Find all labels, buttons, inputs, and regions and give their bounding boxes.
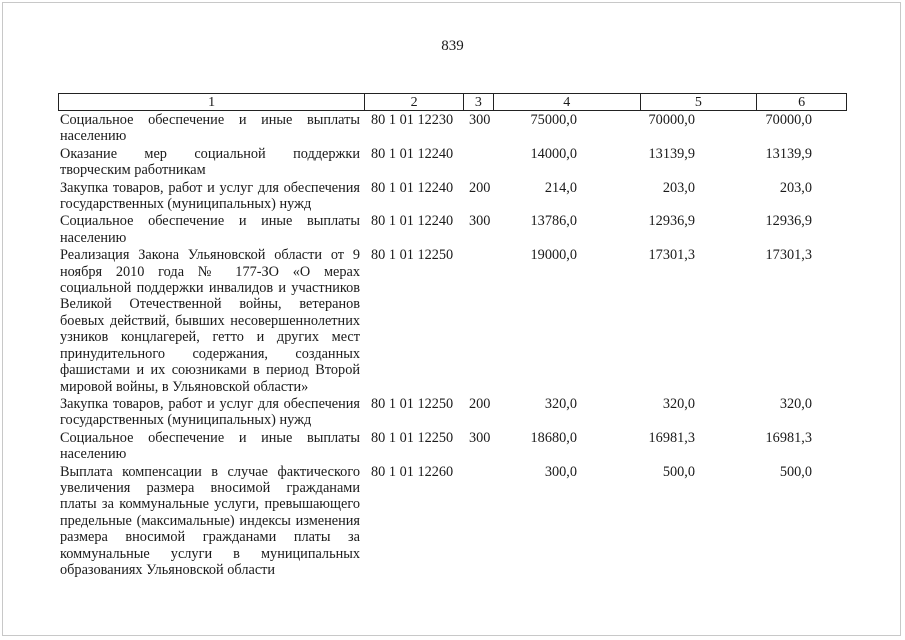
- row-name: Закупка товаров, работ и услуг для обеспечения государственных (муниципальных) нужд: [60, 179, 360, 213]
- header-col-5: 5: [641, 94, 758, 110]
- row-value-6: 16981,3: [765, 429, 812, 446]
- row-code: 80 1 01 12240: [371, 179, 454, 196]
- row-value-4: 14000,0: [530, 145, 577, 162]
- row-value-5: 203,0: [662, 179, 695, 196]
- header-col-3: 3: [464, 94, 494, 110]
- table-row: [60, 430, 850, 463]
- row-code: 80 1 01 12240: [371, 213, 454, 230]
- header-col-2: 2: [365, 94, 464, 110]
- row-name: Социальное обеспечение и иные выплаты населению: [60, 213, 360, 246]
- table-row: [60, 396, 850, 429]
- row-value-4: 300,0: [544, 463, 577, 480]
- row-code: 80 1 01 12250: [371, 429, 454, 446]
- row-type: 300: [469, 112, 491, 128]
- table-row: [60, 464, 850, 579]
- row-value-4: 18680,0: [530, 429, 577, 446]
- table-row: [60, 180, 850, 213]
- row-value-4: 13786,0: [530, 213, 577, 230]
- row-value-5: 12936,9: [648, 213, 695, 230]
- row-value-6: 70000,0: [765, 112, 812, 128]
- row-value-6: 13139,9: [765, 145, 812, 162]
- row-name: Социальное обеспечение и иные выплаты населению: [60, 429, 360, 463]
- header-col-1: 1: [59, 94, 365, 110]
- row-value-5: 70000,0: [648, 112, 695, 128]
- row-name: Закупка товаров, работ и услуг для обеспечения государственных (муниципальных) нужд: [60, 395, 360, 429]
- table-row: [60, 247, 850, 395]
- table-body: [60, 112, 850, 578]
- row-type: 300: [469, 213, 491, 230]
- row-value-5: 320,0: [662, 395, 695, 412]
- row-code: 80 1 01 12240: [371, 145, 454, 162]
- table-header: [58, 93, 847, 111]
- row-value-6: 500,0: [779, 463, 812, 480]
- row-value-6: 320,0: [779, 395, 812, 412]
- row-value-6: 203,0: [779, 179, 812, 196]
- row-code: 80 1 01 12260: [371, 463, 454, 480]
- row-type: 200: [469, 179, 491, 196]
- row-value-6: 17301,3: [765, 247, 812, 264]
- row-name: Оказание мер социальной поддержки творческим работникам: [60, 145, 360, 179]
- row-value-5: 500,0: [662, 463, 695, 480]
- row-name: Социальное обеспечение и иные выплаты населению: [60, 112, 360, 145]
- header-col-4: 4: [494, 94, 641, 110]
- table-row: [60, 146, 850, 179]
- row-value-4: 214,0: [544, 179, 577, 196]
- header-col-6: 6: [798, 95, 806, 110]
- row-type: 300: [469, 429, 491, 446]
- row-value-5: 16981,3: [648, 429, 695, 446]
- row-type: 200: [469, 395, 491, 412]
- row-value-5: 13139,9: [648, 145, 695, 162]
- row-name: Выплата компенсации в случае фактического увеличения размера вносимой гражданами платы за коммунальные услуги, превышающего предельные (максимальные) индексы изменения размера вносимой гражданами платы за коммунальные услуги в муниципальных образованиях Ульяновской области: [60, 463, 360, 578]
- row-code: 80 1 01 12250: [371, 395, 454, 412]
- row-value-5: 17301,3: [648, 247, 695, 264]
- table-row: [60, 112, 850, 145]
- row-value-6: 12936,9: [765, 213, 812, 230]
- table-row: [60, 213, 850, 246]
- row-value-4: 75000,0: [530, 112, 577, 128]
- row-code: 80 1 01 12250: [371, 247, 454, 264]
- row-code: 80 1 01 12230: [371, 112, 454, 128]
- row-value-4: 19000,0: [530, 247, 577, 264]
- row-name: Реализация Закона Ульяновской области от 9 ноября 2010 года № 177-ЗО «О мерах социальной поддержки инвалидов и участников Великой Отечественной войны, ветеранов боевых действий, бывших несовершеннолетних узников концлагерей, гетто и других мест принудительного содержания, созданных фашистами и их союзниками в период Второй мировой войны, в Ульяновской области»: [60, 247, 360, 395]
- row-value-4: 320,0: [544, 395, 577, 412]
- page-number: 839: [441, 38, 464, 54]
